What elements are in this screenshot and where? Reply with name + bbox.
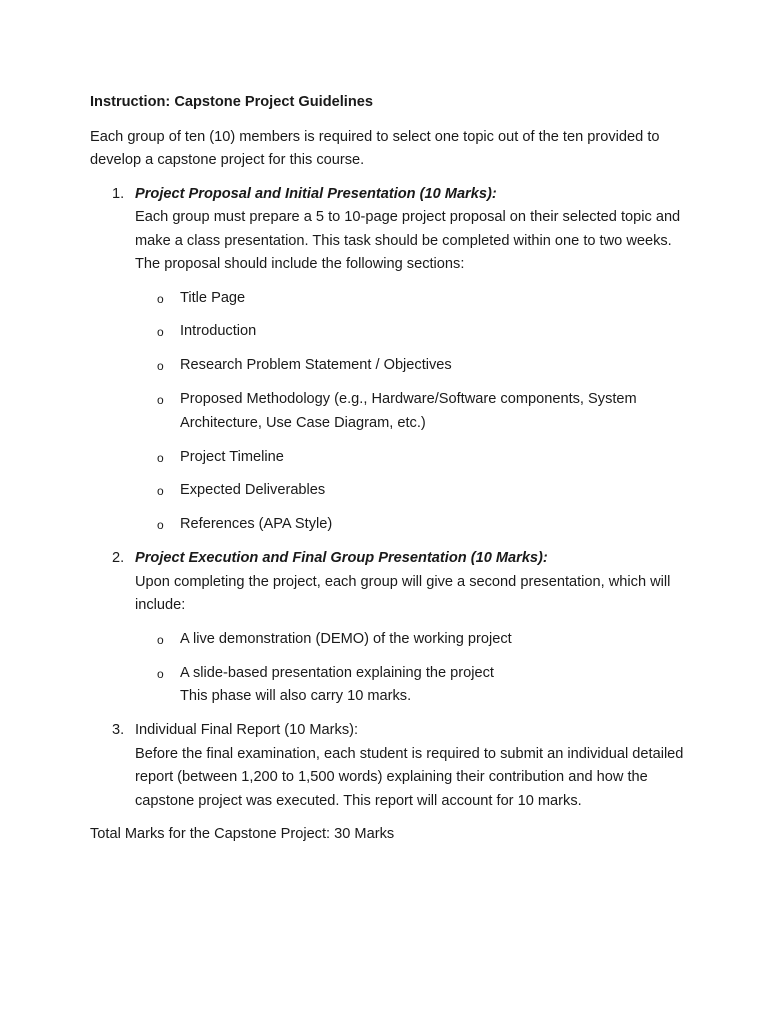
bullet-marker: o (157, 484, 164, 499)
item-number: 2. (112, 550, 125, 567)
item-number: 3. (112, 722, 125, 739)
item-text-2: The proposal should include the following sections: (135, 256, 465, 272)
intro-paragraph: Each group of ten (10) members is required to select one topic out of the ten provided to develop a capstone project for this course. (90, 128, 660, 168)
bullet-text: Title Page (180, 289, 246, 306)
list-item-2 (90, 547, 690, 708)
bullet-marker: o (157, 393, 164, 408)
bullet-marker: o (157, 359, 164, 374)
bullet-text: Expected Deliverables (180, 482, 326, 499)
bullet-text: Introduction (180, 323, 257, 340)
total-marks: Total Marks for the Capstone Project: 30 Marks (90, 826, 395, 843)
bullet-marker: o (157, 325, 164, 340)
bullet-item (135, 479, 690, 503)
item-text: Upon completing the project, each group will give a second presentation, which will include: (135, 573, 671, 614)
bullet-item (135, 354, 690, 378)
bullet-marker: o (157, 632, 164, 647)
bullet-text: Project Timeline (180, 448, 284, 465)
bullet-item (135, 662, 690, 709)
item-text: Each group must prepare a 5 to 10-page project proposal on their selected topic and make a class presentation. This task should be completed within one to two weeks. (135, 209, 681, 249)
bullet-marker: o (157, 666, 164, 681)
bullet-text: A slide-based presentation explaining the project (180, 664, 494, 681)
bullet-marker: o (157, 450, 164, 465)
bullet-list (135, 287, 690, 537)
item-text: Before the final examination, each student is required to submit an individual detailed report (between 1,200 to 1,500 words) explaining their contribution and how the capstone project was executed. This report will account for 10 marks. (135, 745, 684, 809)
bullet-item (135, 446, 690, 470)
list-item-3 (90, 719, 690, 813)
bullet-marker: o (157, 518, 164, 533)
numbered-list (90, 183, 690, 814)
item-number: 1. (112, 185, 125, 202)
bullet-item (135, 287, 690, 311)
bullet-marker: o (157, 291, 164, 306)
bullet-note: This phase will also carry 10 marks. (180, 688, 412, 705)
document-heading: Instruction: Capstone Project Guidelines (90, 94, 373, 110)
bullet-text: Research Problem Statement / Objectives (180, 357, 452, 374)
bullet-item (135, 628, 690, 652)
item-title: Project Execution and Final Group Presentation (10 Marks): (135, 550, 548, 567)
bullet-text: Proposed Methodology (e.g., Hardware/Software components, System Architecture, Use Case Diagram, etc.) (180, 391, 637, 431)
item-title: Individual Final Report (10 Marks): (135, 722, 359, 739)
bullet-text: A live demonstration (DEMO) of the working project (180, 630, 512, 647)
document-page (90, 91, 690, 847)
bullet-item (135, 320, 690, 344)
bullet-list (135, 628, 690, 709)
bullet-item (135, 388, 690, 435)
bullet-item (135, 513, 690, 537)
item-title: Project Proposal and Initial Presentation (10 Marks): (135, 185, 497, 202)
list-item-1 (90, 183, 690, 537)
bullet-text: References (APA Style) (180, 516, 333, 533)
